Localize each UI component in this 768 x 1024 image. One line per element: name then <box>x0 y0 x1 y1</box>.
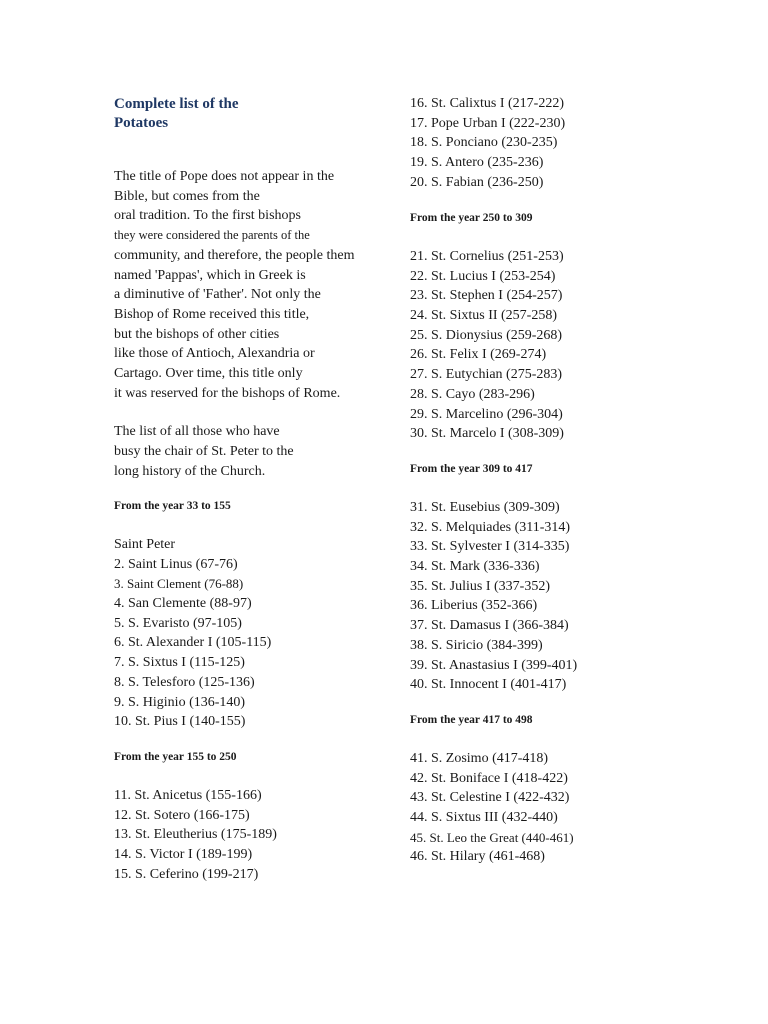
pope-list <box>410 247 564 444</box>
list-item: 15. S. Ceferino (199-217) <box>114 866 259 882</box>
list-item: 5. S. Evaristo (97-105) <box>114 615 242 631</box>
section-heading: From the year 309 to 417 <box>410 463 533 475</box>
intro-line: but the bishops of other cities <box>114 326 280 342</box>
list-item: 2. Saint Linus (67-76) <box>114 556 238 572</box>
intro-line: named 'Pappas', which in Greek is <box>114 267 306 283</box>
list-item: 7. S. Sixtus I (115-125) <box>114 655 245 671</box>
list-item: 19. S. Antero (235-236) <box>410 155 544 171</box>
list-item: 25. S. Dionysius (259-268) <box>410 327 563 343</box>
list-item: 27. S. Eutychian (275-283) <box>410 367 563 383</box>
title-line: Potatoes <box>114 115 169 131</box>
list-item: 34. St. Mark (336-336) <box>410 559 540 575</box>
intro-line: oral tradition. To the first bishops <box>114 208 301 224</box>
intro-line: Cartago. Over time, this title only <box>114 366 303 382</box>
list-item: 40. St. Innocent I (401-417) <box>410 677 567 693</box>
list-item: 30. St. Marcelo I (308-309) <box>410 426 564 442</box>
intro-line: Bishop of Rome received this title, <box>114 306 310 322</box>
intro-line: a diminutive of 'Father'. Not only the <box>114 287 321 303</box>
pope-list <box>114 786 277 884</box>
list-item: 17. Pope Urban I (222-230) <box>410 115 566 131</box>
intro-line: like those of Antioch, Alexandria or <box>114 346 315 362</box>
list-item: 14. S. Victor I (189-199) <box>114 847 253 863</box>
list-item: 38. S. Siricio (384-399) <box>410 637 543 653</box>
list-item: 3. Saint Clement (76-88) <box>114 576 244 592</box>
section-heading: From the year 155 to 250 <box>114 751 237 763</box>
list-item: 43. St. Celestine I (422-432) <box>410 790 570 806</box>
list-item: 9. S. Higinio (136-140) <box>114 694 246 710</box>
pope-list <box>114 535 271 732</box>
list-item: 8. S. Telesforo (125-136) <box>114 674 255 690</box>
list-item: 26. St. Felix I (269-274) <box>410 347 547 363</box>
list-item: 46. St. Hilary (461-468) <box>410 849 545 865</box>
list-item: 23. St. Stephen I (254-257) <box>410 288 563 304</box>
section-heading: From the year 33 to 155 <box>114 500 231 512</box>
list-item: 35. St. Julius I (337-352) <box>410 578 550 594</box>
list-item: 16. St. Calixtus I (217-222) <box>410 96 564 111</box>
list-item: Saint Peter <box>114 537 176 552</box>
para-line: long history of the Church. <box>114 463 266 479</box>
intro-paragraph <box>114 167 355 403</box>
list-item: 41. S. Zosimo (417-418) <box>410 751 549 766</box>
list-item: 22. St. Lucius I (253-254) <box>410 268 556 284</box>
section-heading: From the year 417 to 498 <box>410 714 533 726</box>
list-item: 18. S. Ponciano (230-235) <box>410 135 558 151</box>
intro-line: community, and therefore, the people them <box>114 247 355 263</box>
para-line: busy the chair of St. Peter to the <box>114 443 294 459</box>
section-heading: From the year 250 to 309 <box>410 212 533 224</box>
list-item: 28. S. Cayo (283-296) <box>410 386 535 402</box>
list-item: 36. Liberius (352-366) <box>410 598 538 614</box>
list-item: 45. St. Leo the Great (440-461) <box>410 829 574 845</box>
list-intro-paragraph <box>114 422 294 481</box>
list-item: 6. St. Alexander I (105-115) <box>114 635 272 651</box>
list-item: 12. St. Sotero (166-175) <box>114 807 250 823</box>
list-item: 10. St. Pius I (140-155) <box>114 714 246 730</box>
list-item: 29. S. Marcelino (296-304) <box>410 406 563 422</box>
page-title <box>114 95 239 133</box>
intro-line: The title of Pope does not appear in the <box>114 169 335 184</box>
intro-line: Bible, but comes from the <box>114 188 260 204</box>
list-item: 11. St. Anicetus (155-166) <box>114 788 262 803</box>
list-item: 24. St. Sixtus II (257-258) <box>410 308 557 324</box>
list-item: 44. S. Sixtus III (432-440) <box>410 810 558 826</box>
pope-list <box>410 749 574 867</box>
list-item: 4. San Clemente (88-97) <box>114 596 252 612</box>
list-item: 33. St. Sylvester I (314-335) <box>410 539 570 555</box>
list-item: 32. S. Melquiades (311-314) <box>410 519 571 535</box>
list-item: 20. S. Fabian (236-250) <box>410 174 544 190</box>
list-item: 39. St. Anastasius I (399-401) <box>410 657 578 673</box>
para-line: The list of all those who have <box>114 424 280 439</box>
list-item: 37. St. Damasus I (366-384) <box>410 618 569 634</box>
list-item: 42. St. Boniface I (418-422) <box>410 770 568 786</box>
pope-list <box>410 498 577 695</box>
list-item: 31. St. Eusebius (309-309) <box>410 500 560 515</box>
intro-line: they were considered the parents of the <box>114 228 310 243</box>
intro-line: it was reserved for the bishops of Rome. <box>114 385 341 401</box>
list-item: 13. St. Eleutherius (175-189) <box>114 827 277 843</box>
list-item: 21. St. Cornelius (251-253) <box>410 249 564 264</box>
title-line: Complete list of the <box>114 96 239 112</box>
pope-list <box>410 94 565 192</box>
